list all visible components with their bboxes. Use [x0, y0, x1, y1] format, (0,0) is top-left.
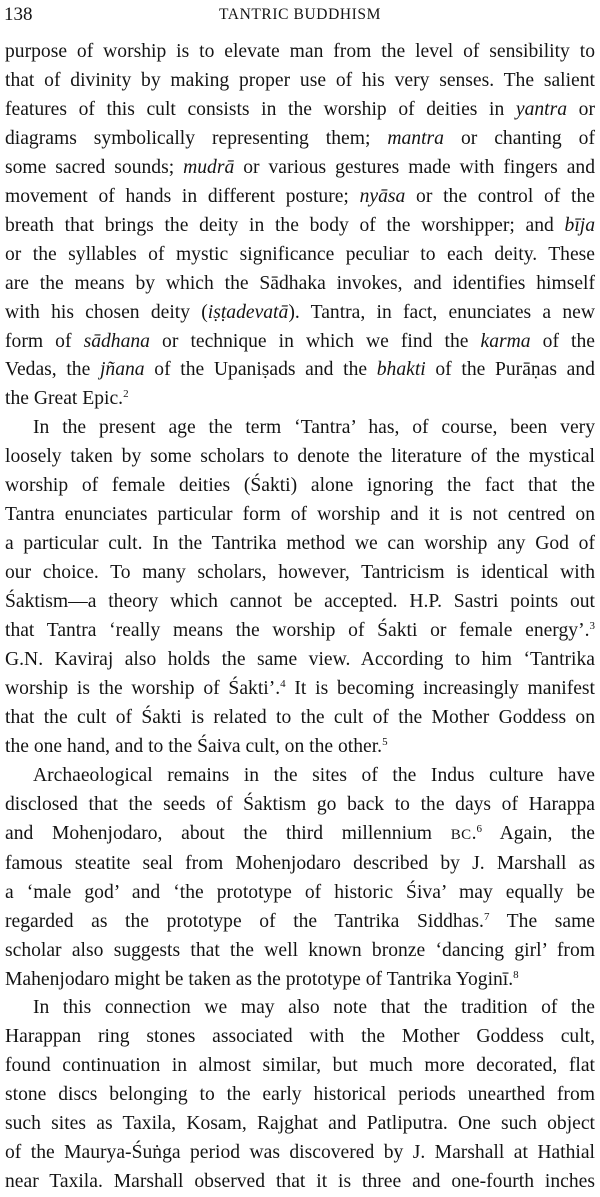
text-line [5, 1168, 595, 1197]
text-run: Again, the [481, 822, 595, 844]
footnote-ref: 2 [123, 388, 129, 401]
text-line [5, 850, 595, 879]
text-line [5, 328, 595, 357]
text-run: Śaktism—a theory which cannot be accepted. H.P. Sastri points out [5, 591, 595, 613]
text-run: a particular cult. In the Tantrika method we can worship any God of [5, 533, 595, 555]
text-line [5, 675, 595, 704]
text-line [5, 559, 595, 588]
text-run: G.N. Kaviraj also holds the same view. According to him ‘Tantrika [5, 649, 595, 671]
text-line [5, 994, 595, 1023]
text-line [5, 125, 595, 154]
text-line [5, 879, 595, 908]
footnote-ref: 3 [589, 620, 595, 633]
text-line [5, 1081, 595, 1110]
text-run: near Taxila. Marshall observed that it is three and one-fourth inches [5, 1171, 595, 1193]
text-line [5, 762, 595, 791]
text-run: the one hand, and to the Śaiva cult, on the other. [5, 735, 383, 757]
text-run: Mahenjodaro might be taken as the prototype of Tantrika Yoginī. [5, 968, 514, 990]
text-line [5, 472, 595, 501]
text-run: are the means by which the Sādhaka invokes, and identifies himself [5, 272, 595, 294]
text-line [5, 937, 595, 966]
text-run: Tantra enunciates particular form of worship and it is not centred on [5, 504, 595, 526]
text-run: loosely taken by some scholars to denote the literature of the mystical [5, 446, 595, 468]
text-run: breath that brings the deity in the body of the worshipper; and [5, 214, 565, 236]
text-run: with his chosen deity ( [5, 301, 208, 323]
text-run: form of [5, 330, 84, 352]
text-line [5, 1139, 595, 1168]
text-run: or technique in which we find the [149, 330, 481, 352]
text-run: It is becoming increasingly manifest [285, 677, 595, 699]
text-run: or the control of the [405, 185, 595, 207]
text-run: In the present age the term ‘Tantra’ has, of course, been very [33, 417, 595, 439]
italic-term: sādhana [83, 330, 150, 352]
text-line [5, 212, 595, 241]
footnote-ref: 6 [476, 822, 482, 835]
footnote-ref: 7 [483, 910, 490, 923]
italic-term: iṣṭadevatā [207, 301, 289, 323]
text-run: a ‘male god’ and ‘the prototype of historic Śiva’ may equally be [5, 881, 595, 903]
page-header [4, 4, 596, 26]
italic-term: bhakti [376, 359, 426, 381]
text-run: stone discs belonging to the early historical periods unearthed from [5, 1084, 595, 1106]
text-line [5, 241, 595, 270]
text-run: scholar also suggests that the well known bronze ‘dancing girl’ from [5, 939, 595, 961]
italic-term: yantra [515, 98, 568, 120]
text-run: worship is the worship of Śakti’. [5, 677, 281, 699]
text-run: or [567, 98, 595, 120]
text-line [5, 733, 595, 762]
text-line [5, 1052, 595, 1081]
body-text [5, 38, 595, 1197]
text-run: diagrams symbolically representing them; [5, 127, 388, 149]
text-line [5, 154, 595, 183]
text-run: of the Upaniṣads and the [144, 359, 377, 381]
text-run: movement of hands in different posture; [5, 185, 360, 207]
text-run: The same [489, 910, 596, 932]
text-run: that of divinity by making proper use of his very senses. The salient [5, 69, 595, 91]
text-run: ). Tantra, in fact, enunciates a new [288, 301, 595, 323]
text-line [5, 414, 595, 443]
text-run: some sacred sounds; [5, 156, 184, 178]
text-run: of the Purāṇas and [425, 359, 595, 381]
text-run: of the Maurya-Śuṅga period was discovered by J. Marshall at Hathial [5, 1142, 595, 1164]
footnote-ref: 4 [280, 677, 286, 690]
text-line [5, 617, 595, 646]
italic-term: mudrā [183, 156, 235, 178]
text-run: of the [530, 330, 595, 352]
text-run: that the cult of Śakti is related to the cult of the Mother Goddess on [5, 706, 595, 728]
text-line [5, 530, 595, 559]
text-run: such sites as Taxila, Kosam, Rajghat and Patliputra. One such object [5, 1113, 595, 1135]
italic-term: nyāsa [359, 185, 406, 207]
text-line [5, 38, 595, 67]
text-line [5, 588, 595, 617]
text-line [5, 791, 595, 820]
text-run: Harappan ring stones associated with the Mother Goddess cult, [5, 1026, 595, 1048]
small-caps: BC [450, 826, 472, 843]
text-line [5, 385, 595, 414]
text-line [5, 270, 595, 299]
text-run: found continuation in almost similar, but much more decorated, flat [5, 1055, 595, 1077]
text-run: and Mohenjodaro, about the third millennium [5, 822, 451, 844]
italic-term: mantra [387, 127, 444, 149]
text-run: features of this cult consists in the worship of deities in [5, 98, 516, 120]
page-number: 138 [4, 4, 33, 25]
text-run: or chanting of [443, 127, 595, 149]
running-head: TANTRIC BUDDHISM [218, 6, 382, 23]
italic-term: karma [480, 330, 531, 352]
text-run: purpose of worship is to elevate man from the level of sensibility to [5, 41, 595, 62]
footnote-ref: 5 [382, 735, 388, 748]
italic-term: bīja [564, 214, 595, 236]
text-run: famous steatite seal from Mohenjodaro described by J. Marshall as [5, 852, 595, 874]
text-line [5, 67, 595, 96]
text-run: disclosed that the seeds of Śaktism go back to the days of Harappa [5, 793, 595, 815]
text-run: Archaeological remains in the sites of the Indus culture have [33, 764, 595, 786]
text-run: regarded as the prototype of the Tantrika Siddhas. [5, 910, 484, 932]
text-run: or the syllables of mystic significance peculiar to each deity. These [5, 243, 595, 265]
text-line [5, 646, 595, 675]
text-line [5, 820, 595, 850]
italic-term: jñana [99, 359, 145, 381]
text-run: Vedas, the [5, 359, 100, 381]
text-line [5, 501, 595, 530]
text-line [5, 1110, 595, 1139]
footnote-ref: 8 [513, 968, 519, 981]
text-run: In this connection we may also note that the tradition of the [33, 997, 595, 1019]
text-run: . [471, 822, 477, 844]
text-line [5, 1023, 595, 1052]
text-line [5, 443, 595, 472]
text-run: that Tantra ‘really means the worship of Śakti or female energy’. [5, 620, 590, 642]
text-line [5, 299, 595, 328]
text-line [5, 183, 595, 212]
text-line [5, 966, 595, 995]
text-line [5, 704, 595, 733]
text-run: worship of female deities (Śakti) alone ignoring the fact that the [5, 475, 595, 497]
text-run: or various gestures made with fingers and [234, 156, 595, 178]
text-line [5, 356, 595, 385]
text-line [5, 908, 595, 937]
text-run: the Great Epic. [5, 388, 124, 410]
text-run: our choice. To many scholars, however, Tantricism is identical with [5, 562, 595, 584]
text-line [5, 96, 595, 125]
